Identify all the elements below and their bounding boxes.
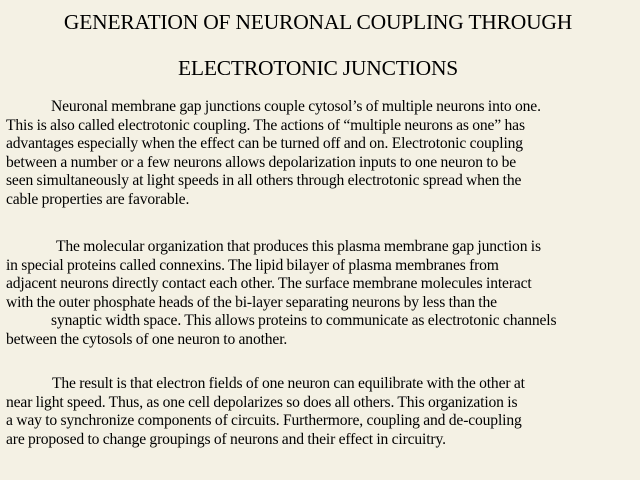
paragraph-line: adjacent neurons directly contact each other. The surface membrane molecules interact xyxy=(6,275,532,292)
paragraph-line: in special proteins called connexins. The lipid bilayer of plasma membranes from xyxy=(6,256,499,274)
paragraph-line: Neuronal membrane gap junctions couple cytosol’s of multiple neurons into one. xyxy=(51,98,541,115)
paragraph-gap-junctions xyxy=(6,98,630,209)
paragraph-line: a way to synchronize components of circuits. Furthermore, coupling and de-coupling xyxy=(6,412,522,429)
paragraph-line: seen simultaneously at light speeds in all others through electrotonic spread when the xyxy=(6,172,522,189)
slide-title-line-1: GENERATION OF NEURONAL COUPLING THROUGH xyxy=(63,10,573,34)
slide-title-line-2: ELECTROTONIC JUNCTIONS xyxy=(177,56,459,80)
paragraph-line: cable properties are favorable. xyxy=(6,190,190,208)
paragraph-line: This is also called electrotonic coupling. The actions of “multiple neurons as one” has xyxy=(6,116,525,134)
paragraph-line: with the outer phosphate heads of the bi-layer separating neurons by less than the xyxy=(6,293,497,311)
paragraph-line: synaptic width space. This allows proteins to communicate as electrotonic channels xyxy=(51,312,557,329)
paragraph-synchronization xyxy=(6,375,630,449)
paragraph-line: between a number or a few neurons allows depolarization inputs to one neuron to be xyxy=(6,153,517,171)
paragraph-line: near light speed. Thus, as one cell depolarizes so does all others. This organization is xyxy=(6,393,518,411)
paragraph-connexins xyxy=(6,238,630,349)
paragraph-line: The result is that electron fields of one neuron can equilibrate with the other at xyxy=(52,375,525,392)
paragraph-line: advantages especially when the effect can be turned off and on. Electrotonic coupling xyxy=(6,135,523,152)
paragraph-line: are proposed to change groupings of neurons and their effect in circuitry. xyxy=(6,430,446,448)
paragraph-line: between the cytosols of one neuron to another. xyxy=(6,330,288,348)
paragraph-line: The molecular organization that produces this plasma membrane gap junction is xyxy=(56,238,541,255)
